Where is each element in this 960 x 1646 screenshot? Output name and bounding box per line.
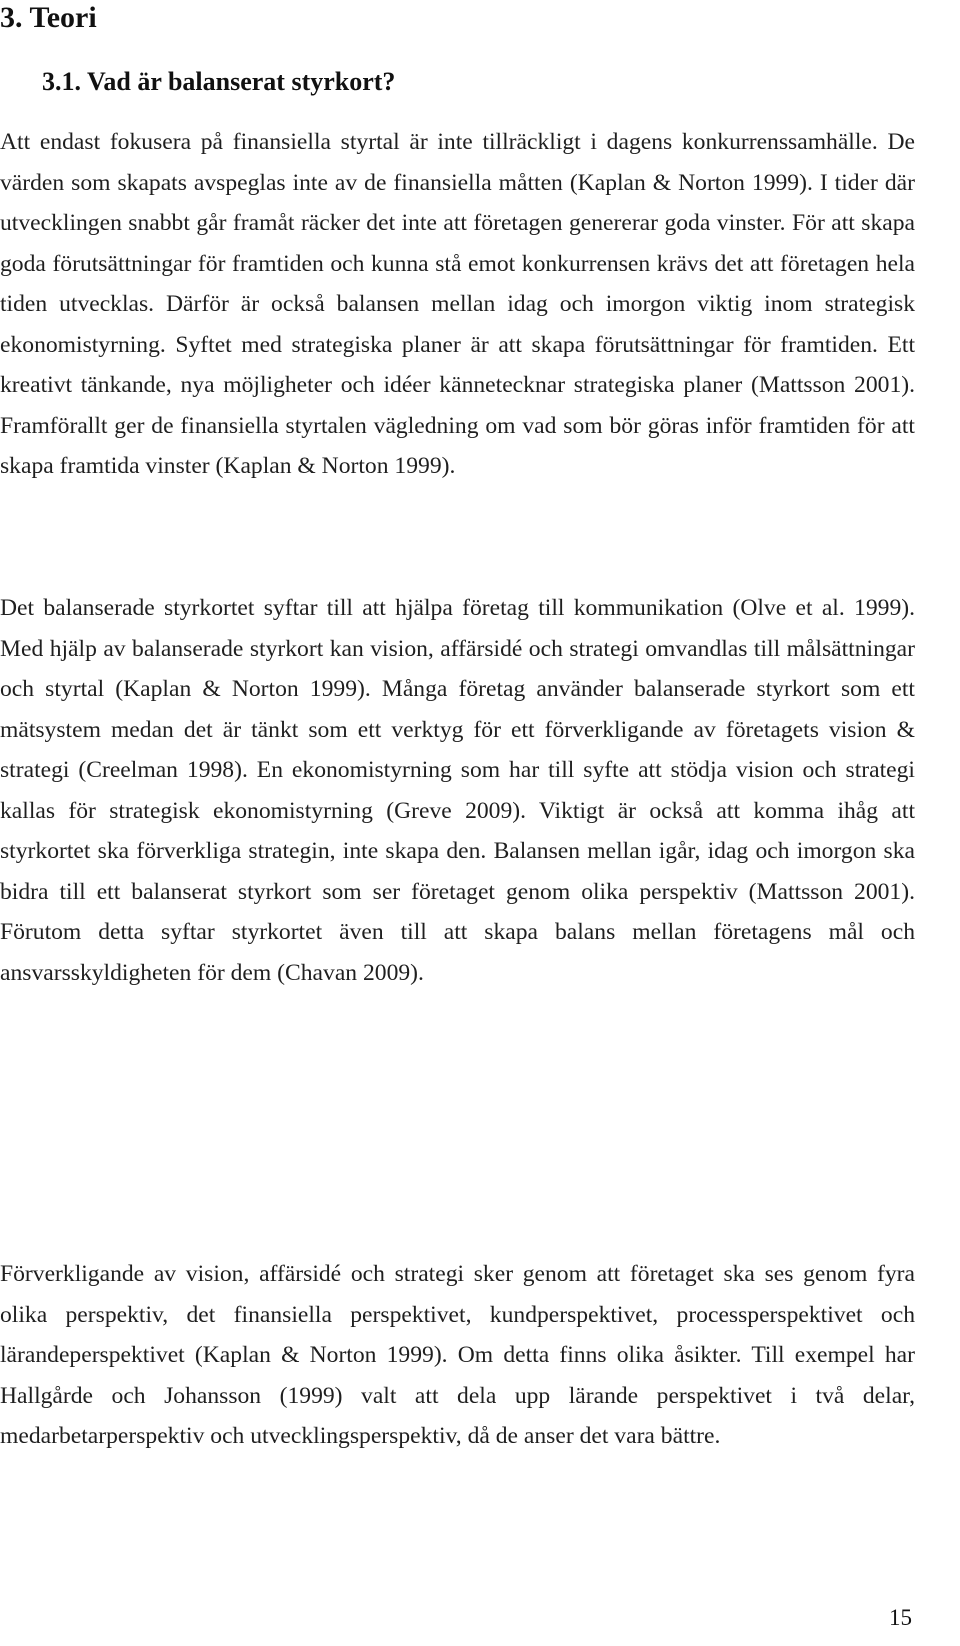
chapter-heading: 3. Teori [0,1,97,34]
body-paragraph-3: Förverkligande av vision, affärsidé och strategi sker genom att företaget ska ses genom fyra olika perspektiv, det finansiella perspektivet, kundperspektivet, processperspektivet och lärandeperspektivet (Kaplan & Norton 1999). Om detta finns olika åsikter. Till exempel har Hallgårde och Johansson (1999) valt att dela upp lärande perspektivet i två delar, medarbetarperspektiv och utvecklingsperspektiv, då de anser det vara bättre. [0,1261,915,1449]
body-paragraph-1: Att endast fokusera på finansiella styrtal är inte tillräckligt i dagens konkurrenssamhälle. De värden som skapats avspeglas inte av de finansiella måtten (Kaplan & Norton 1999). I tider där utvecklingen snabbt går framåt räcker det inte att företagen genererar goda vinster. För att skapa goda förutsättningar för framtiden och kunna stå emot konkurrensen krävs det att företagen hela tiden utvecklas. Därför är också balansen mellan idag och imorgon viktig inom strategisk ekonomistyrning. Syftet med strategiska planer är att skapa förutsättningar för framtiden. Ett kreativt tänkande, nya möjligheter och idéer kännetecknar strategiska planer (Mattsson 2001). Framförallt ger de finansiella styrtalen vägledning om vad som bör göras inför framtiden för att skapa framtida vinster (Kaplan & Norton 1999). [0,129,915,479]
body-paragraph-2: Det balanserade styrkortet syftar till att hjälpa företag till kommunikation (Olve et al. 1999). Med hjälp av balanserade styrkort kan vision, affärsidé och strategi omvandlas till målsättningar och styrtal (Kaplan & Norton 1999). Många företag använder balanserade styrkort som ett mätsystem medan det är tänkt som ett verktyg för ett förverkligande av företagets vision & strategi (Creelman 1998). En ekonomistyrning som har till syfte att stödja vision och strategi kallas för strategisk ekonomistyrning (Greve 2009). Viktigt är också att komma ihåg att styrkortet ska förverkliga strategin, inte skapa den. Balansen mellan igår, idag och imorgon ska bidra till ett balanserat styrkort som ser företaget genom olika perspektiv (Mattsson 2001). Förutom detta syftar styrkortet även till att skapa balans mellan företagens mål och ansvarsskyldigheten för dem (Chavan 2009). [0,595,915,986]
section-heading: 3.1. Vad är balanserat styrkort? [42,67,396,96]
page-number: 15 [889,1605,912,1630]
